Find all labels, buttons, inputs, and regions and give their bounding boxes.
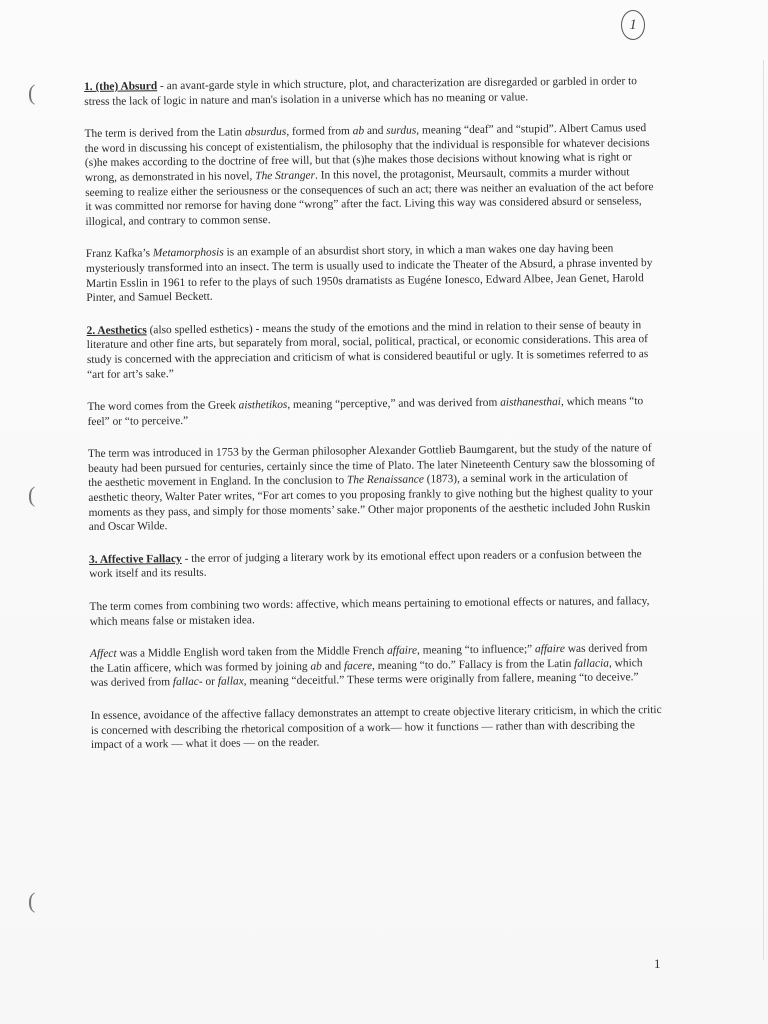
scan-edge	[763, 60, 764, 960]
aesthetics-paragraph-2: The word comes from the Greek aisthetikos, meaning “perceptive,” and was derived from aisthanesthai, which means “to feel” or “to perceive.”	[87, 395, 644, 428]
affective-paragraph-2: The term comes from combining two words: affective, which means pertaining to emotional effects or natures, and fallacy, which means false or mistaken idea.	[89, 595, 650, 628]
aesthetics-paragraph-3: The term was introduced in 1753 by the German philosopher Alexander Gottlieb Baumgarent, but the study of the nature of beauty had been pursued for centuries, certainly since the time of Plato. The later Nineteenth Century saw the blossoming of the aesthetic movement in England. In the conclusion to The Renaissance (1873), a seminal work in the articulation of aesthetic theory, Walter Pater writes, “For art comes to you proposing frankly to give nothing but the highest quality to your moments as they pass, and simply for those moments’ sake.” Other major proponents of the aesthetic included John Ruskin and Oscar Wilde.	[87, 442, 656, 534]
absurd-heading: 1. (the) Absurd	[84, 80, 158, 93]
footer-page-number: 1	[654, 956, 661, 971]
affective-definition: 3. Affective Fallacy - the error of judging a literary work by its emotional effect upon readers or a confusion between the work itself and its results.	[88, 548, 642, 581]
margin-mark-top: (	[28, 80, 36, 105]
affective-heading: 3. Affective Fallacy	[88, 552, 182, 566]
document-body	[84, 74, 663, 771]
absurd-paragraph-3: Franz Kafka’s Metamorphosis is an example of an absurdist short story, in which a man wakes one day having been mysteriously transformed into an insect. The term is usually used to indicate the Theater of the Absurd, a phrase invented by Martin Esslin in 1961 to refer to the plays of such 1950s dramatists as Eugéne Ionesco, Edward Albee, Jean Genet, Harold Pinter, and Samuel Beckett.	[85, 242, 653, 305]
affective-paragraph-4: In essence, avoidance of the affective fallacy demonstrates an attempt to create objective literary criticism, in which the critic is concerned with describing the rhetorical composition of a work— how it functions — rather than with describing the impact of a work — what it does — on the reader.	[90, 703, 662, 752]
margin-mark-middle: (	[28, 482, 36, 507]
absurd-definition: 1. (the) Absurd - an avant-garde style in which structure, plot, and characterization are disregarded or garbled in order to stress the lack of logic in nature and man's isolation in a universe which has no meaning or value.	[84, 75, 638, 108]
margin-mark-bottom: (	[28, 888, 36, 913]
page-mark: 1	[629, 16, 637, 33]
affective-paragraph-3: Affect was a Middle English word taken from the Middle French affaire, meaning “to influence;” affaire was derived from the Latin afficere, which was formed by joining ab and facere, meaning “to do.” Fallacy is from the Latin fallacia, which was derived from fallac- or fallax, meaning “deceitful.” These terms were originally from fallere, meaning “to deceive.”	[89, 642, 648, 690]
absurd-paragraph-2: The term is derived from the Latin absurdus, formed from ab and surdus, meaning “deaf” and “stupid”. Albert Camus used the word in discussing his concept of existentialism, the philosophy that the individual is responsible for whatever decisions (s)he makes according to the doctrine of free will, but that (s)he makes those decisions without knowing what is right or wrong, as demonstrated in his novel, The Stranger. In this novel, the protagonist, Meursault, commits a murder without seeming to realize either the seriousness or the consequences of such an act; there was neither an evaluation of the act before it was committed nor remorse for having done “wrong” after the fact. Living this way was considered absurd or senseless, illogical, and contrary to common sense.	[84, 122, 654, 228]
aesthetics-definition: 2. Aesthetics (also spelled esthetics) - means the study of the emotions and the mind in relation to their sense of beauty in literature and other fine arts, but separately from moral, social, political, practical, or economic considerations. This area of study is concerned with the appreciation and criticism of what is considered beautiful or ugly. It is sometimes referred to as “art for art’s sake.”	[86, 318, 649, 381]
page-mark-circle	[621, 10, 645, 40]
aesthetics-heading: 2. Aesthetics	[86, 324, 147, 337]
